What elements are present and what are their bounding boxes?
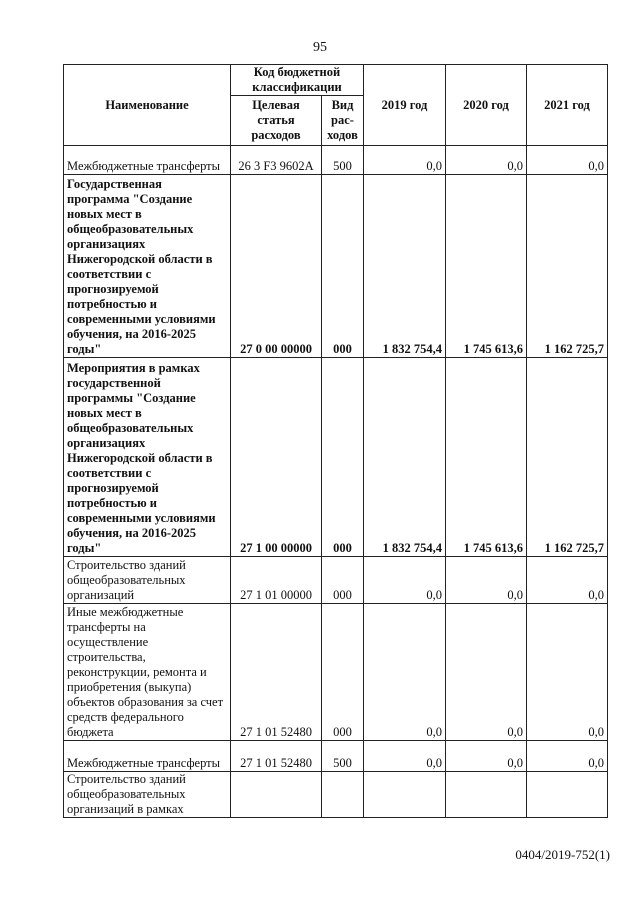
row-kind: 500 xyxy=(322,741,364,772)
row-2019: 0,0 xyxy=(364,146,446,175)
row-2019: 1 832 754,4 xyxy=(364,175,446,358)
table-row xyxy=(64,604,608,741)
row-2021 xyxy=(527,772,608,818)
header-2020: 2020 год xyxy=(446,65,527,146)
table-row xyxy=(64,146,608,175)
row-2021: 0,0 xyxy=(527,146,608,175)
header-target-article: Целевая статья расходов xyxy=(231,96,322,146)
row-code: 27 1 01 00000 xyxy=(231,557,322,604)
header-2021: 2021 год xyxy=(527,65,608,146)
header-expense-kind: Вид рас-ходов xyxy=(322,96,364,146)
row-code: 27 0 00 00000 xyxy=(231,175,322,358)
row-kind xyxy=(322,772,364,818)
row-kind: 000 xyxy=(322,604,364,741)
row-code xyxy=(231,772,322,818)
row-2021: 0,0 xyxy=(527,741,608,772)
header-name: Наименование xyxy=(64,65,231,146)
row-2019: 0,0 xyxy=(364,557,446,604)
page-number: 95 xyxy=(313,40,327,55)
row-2020 xyxy=(446,772,527,818)
row-code: 27 1 01 52480 xyxy=(231,741,322,772)
row-kind: 500 xyxy=(322,146,364,175)
table-row xyxy=(64,175,608,358)
row-2020: 1 745 613,6 xyxy=(446,358,527,557)
row-code: 27 1 00 00000 xyxy=(231,358,322,557)
row-2020: 0,0 xyxy=(446,741,527,772)
row-2020: 0,0 xyxy=(446,146,527,175)
table-row xyxy=(64,741,608,772)
row-name: Иные межбюджетные трансферты на осуществление строительства, реконструкции, ремонта и приобретения (выкупа) объектов образования за счет средств федерального бюджета xyxy=(64,604,231,741)
row-2020: 1 745 613,6 xyxy=(446,175,527,358)
row-2021: 0,0 xyxy=(527,604,608,741)
row-2021: 1 162 725,7 xyxy=(527,175,608,358)
row-name: Межбюджетные трансферты xyxy=(64,741,231,772)
table-row xyxy=(64,772,608,818)
table-row xyxy=(64,557,608,604)
budget-table xyxy=(63,64,608,818)
row-2019: 1 832 754,4 xyxy=(364,358,446,557)
row-2021: 1 162 725,7 xyxy=(527,358,608,557)
header-budget-code: Код бюджетной классификации xyxy=(231,65,364,96)
row-kind: 000 xyxy=(322,175,364,358)
row-2020: 0,0 xyxy=(446,604,527,741)
row-name: Строительство зданий общеобразовательных организаций xyxy=(64,557,231,604)
row-name: Строительство зданий общеобразовательных организаций в рамках xyxy=(64,772,231,818)
row-2020: 0,0 xyxy=(446,557,527,604)
row-2019: 0,0 xyxy=(364,741,446,772)
header-2019: 2019 год xyxy=(364,65,446,146)
row-name: Мероприятия в рамках государственной программы "Создание новых мест в общеобразовательных организациях Нижегородской области в соответствии с прогнозируемой потребностью и современными условиями обучения, на 2016-2025 годы" xyxy=(64,358,231,557)
row-code: 27 1 01 52480 xyxy=(231,604,322,741)
table-row xyxy=(64,358,608,557)
row-name: Государственная программа "Создание новых мест в общеобразовательных организациях Нижегородской области в соответствии с прогнозируемой потребностью и современными условиями обучения, на 2016-2025 годы" xyxy=(64,175,231,358)
row-kind: 000 xyxy=(322,358,364,557)
row-2019: 0,0 xyxy=(364,604,446,741)
row-name: Межбюджетные трансферты xyxy=(64,146,231,175)
row-2021: 0,0 xyxy=(527,557,608,604)
document-id: 0404/2019-752(1) xyxy=(515,847,610,862)
row-kind: 000 xyxy=(322,557,364,604)
row-code: 26 3 F3 9602A xyxy=(231,146,322,175)
row-2019 xyxy=(364,772,446,818)
